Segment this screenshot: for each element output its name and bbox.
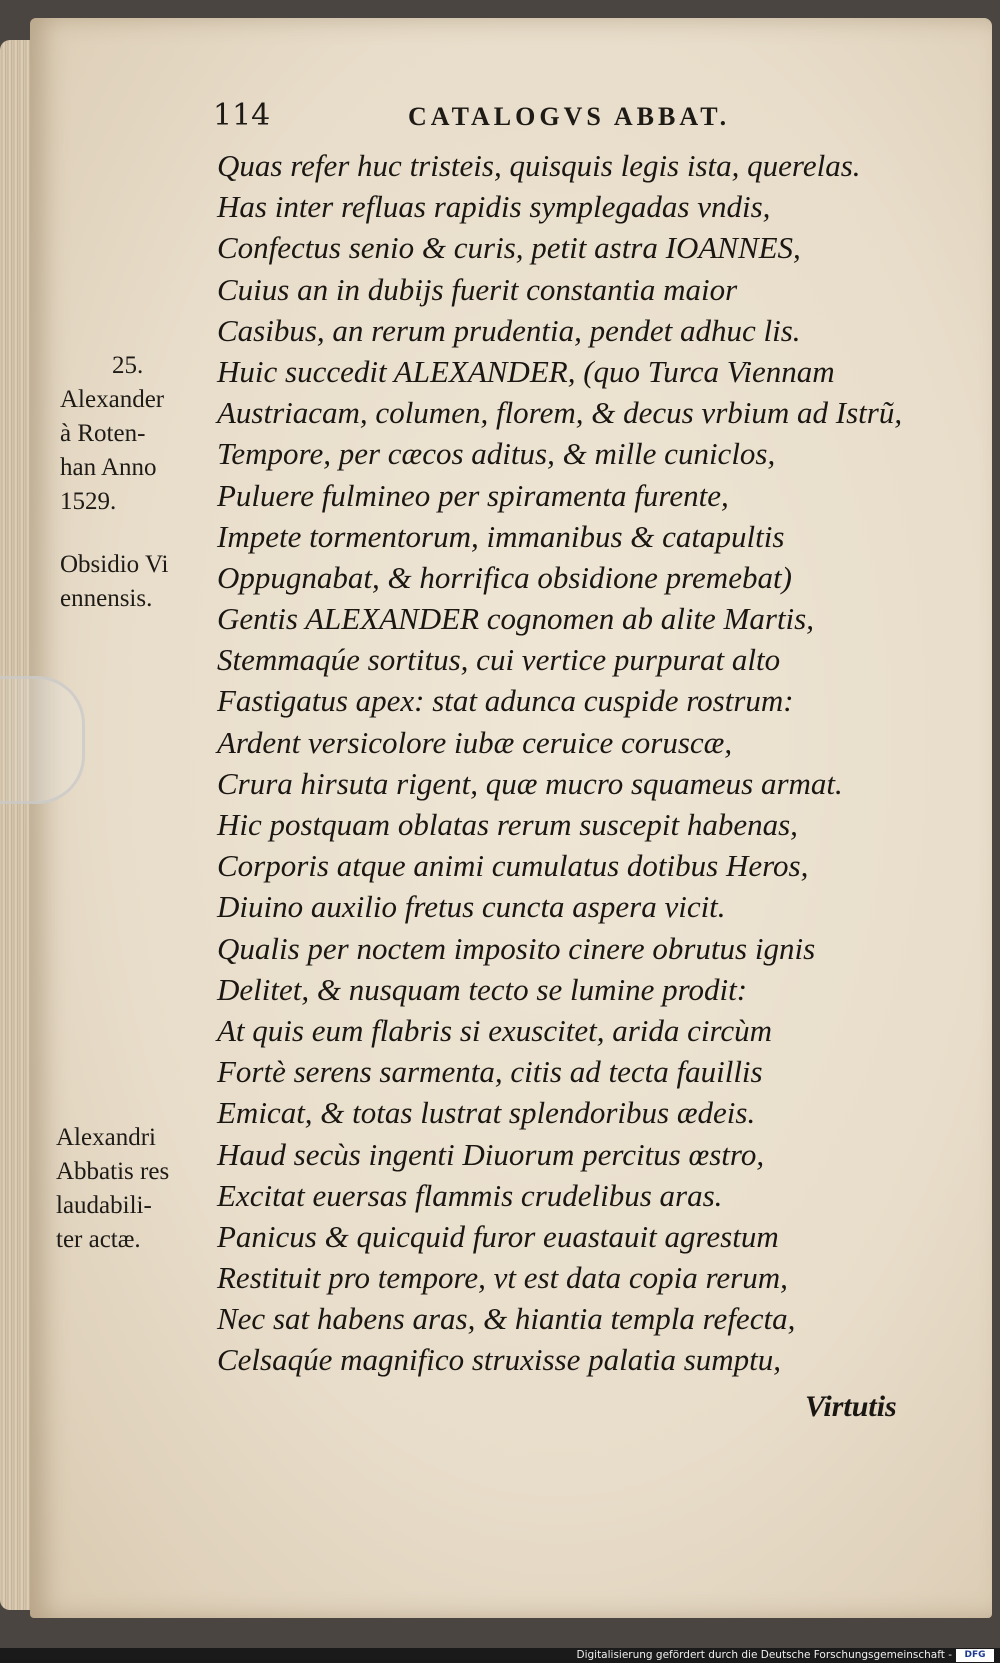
- verse-line: Fortè serens sarmenta, citis ad tecta fauillis: [217, 1054, 763, 1090]
- verse-line: Corporis atque animi cumulatus dotibus Heros,: [217, 848, 809, 884]
- verse-line: Confectus senio & curis, petit astra IOANNES,: [217, 230, 801, 266]
- page-clip: [0, 676, 85, 804]
- catchword: Virtutis: [805, 1390, 897, 1423]
- verse-line: Qualis per noctem imposito cinere obrutus ignis: [217, 930, 816, 966]
- verse-line: At quis eum flabris si exuscitet, arida circùm: [217, 1012, 773, 1048]
- margin-note-line: à Roten-: [60, 420, 146, 447]
- verse-line: Tempore, per cæcos aditus, & mille cuniclos,: [217, 436, 776, 472]
- margin-note-line: ter actæ.: [56, 1226, 141, 1253]
- margin-note-line: 1529.: [60, 488, 117, 515]
- verse-line: Nec sat habens aras, & hiantia templa refecta,: [217, 1301, 796, 1337]
- running-title: CATALOGVS ABBAT.: [408, 102, 731, 131]
- verse-line: Crura hirsuta rigent, quæ mucro squameus armat.: [217, 765, 843, 801]
- margin-note-line: Alexander: [60, 386, 165, 413]
- verse-line: Casibus, an rerum prudentia, pendet adhuc lis.: [217, 312, 801, 348]
- margin-note-line: Alexandri: [56, 1124, 156, 1151]
- margin-note-line: Abbatis res: [56, 1158, 170, 1185]
- verse-line: Gentis ALEXANDER cognomen ab alite Martis,: [217, 601, 814, 637]
- running-header: [0, 98, 1000, 138]
- digitization-footer: [0, 1648, 1000, 1663]
- verse-line: Celsaqúe magnifico struxisse palatia sumptu,: [217, 1342, 782, 1378]
- verse-line: Impete tormentorum, immanibus & catapultis: [217, 518, 785, 554]
- verse-line: Austriacam, columen, florem, & decus vrbium ad Istrũ,: [217, 395, 903, 431]
- verse-body: [217, 145, 902, 1381]
- verse-line: Quas refer huc tristeis, quisquis legis ista, querelas.: [217, 148, 861, 183]
- verse-line: Fastigatus apex: stat adunca cuspide rostrum:: [217, 683, 794, 719]
- margin-note-line: Obsidio Vi: [60, 551, 169, 578]
- verse-line: Ardent versicolore iubæ ceruice coruscæ,: [217, 724, 733, 760]
- verse-line: Huic succedit ALEXANDER, (quo Turca Viennam: [217, 353, 835, 389]
- verse-line: Emicat, & totas lustrat splendoribus ædeis.: [217, 1095, 756, 1131]
- margin-note-line: laudabili-: [56, 1192, 152, 1219]
- verse-line: Restituit pro tempore, vt est data copia rerum,: [217, 1260, 788, 1296]
- verse-line: Excitat euersas flammis crudelibus aras.: [217, 1177, 723, 1213]
- dfg-logo: DFG: [956, 1649, 994, 1662]
- verse-line: Oppugnabat, & horrifica obsidione premebat): [217, 559, 792, 595]
- verse-line: Haud secùs ingenti Diuorum percitus œstro,: [217, 1136, 765, 1172]
- verse-line: Hic postquam oblatas rerum suscepit habenas,: [217, 807, 798, 842]
- page-number: 114: [213, 98, 271, 133]
- verse-line: Panicus & quicquid furor euastauit agrestum: [217, 1218, 779, 1254]
- margin-note-line: han Anno: [60, 454, 157, 481]
- funding-credit: Digitalisierung gefördert durch die Deutsche Forschungsgemeinschaft -: [576, 1649, 952, 1661]
- verse-line: Cuius an in dubijs fuerit constantia maior: [217, 271, 738, 307]
- margin-note-line: 25.: [112, 352, 144, 379]
- margin-note-line: ennensis.: [60, 585, 153, 612]
- margin-note-res-actae: [56, 1121, 169, 1257]
- verse-line: Has inter refluas rapidis symplegadas vndis,: [217, 189, 771, 225]
- verse-line: Diuino auxilio fretus cuncta aspera vicit.: [217, 889, 726, 925]
- margin-note-alexander: [60, 349, 164, 519]
- verse-line: Puluere fulmineo per spiramenta furente,: [217, 477, 729, 513]
- margin-note-obsidio: [60, 548, 168, 616]
- verse-line: Stemmaqúe sortitus, cui vertice purpurat alto: [217, 642, 781, 678]
- verse-line: Delitet, & nusquam tecto se lumine prodit:: [217, 971, 748, 1007]
